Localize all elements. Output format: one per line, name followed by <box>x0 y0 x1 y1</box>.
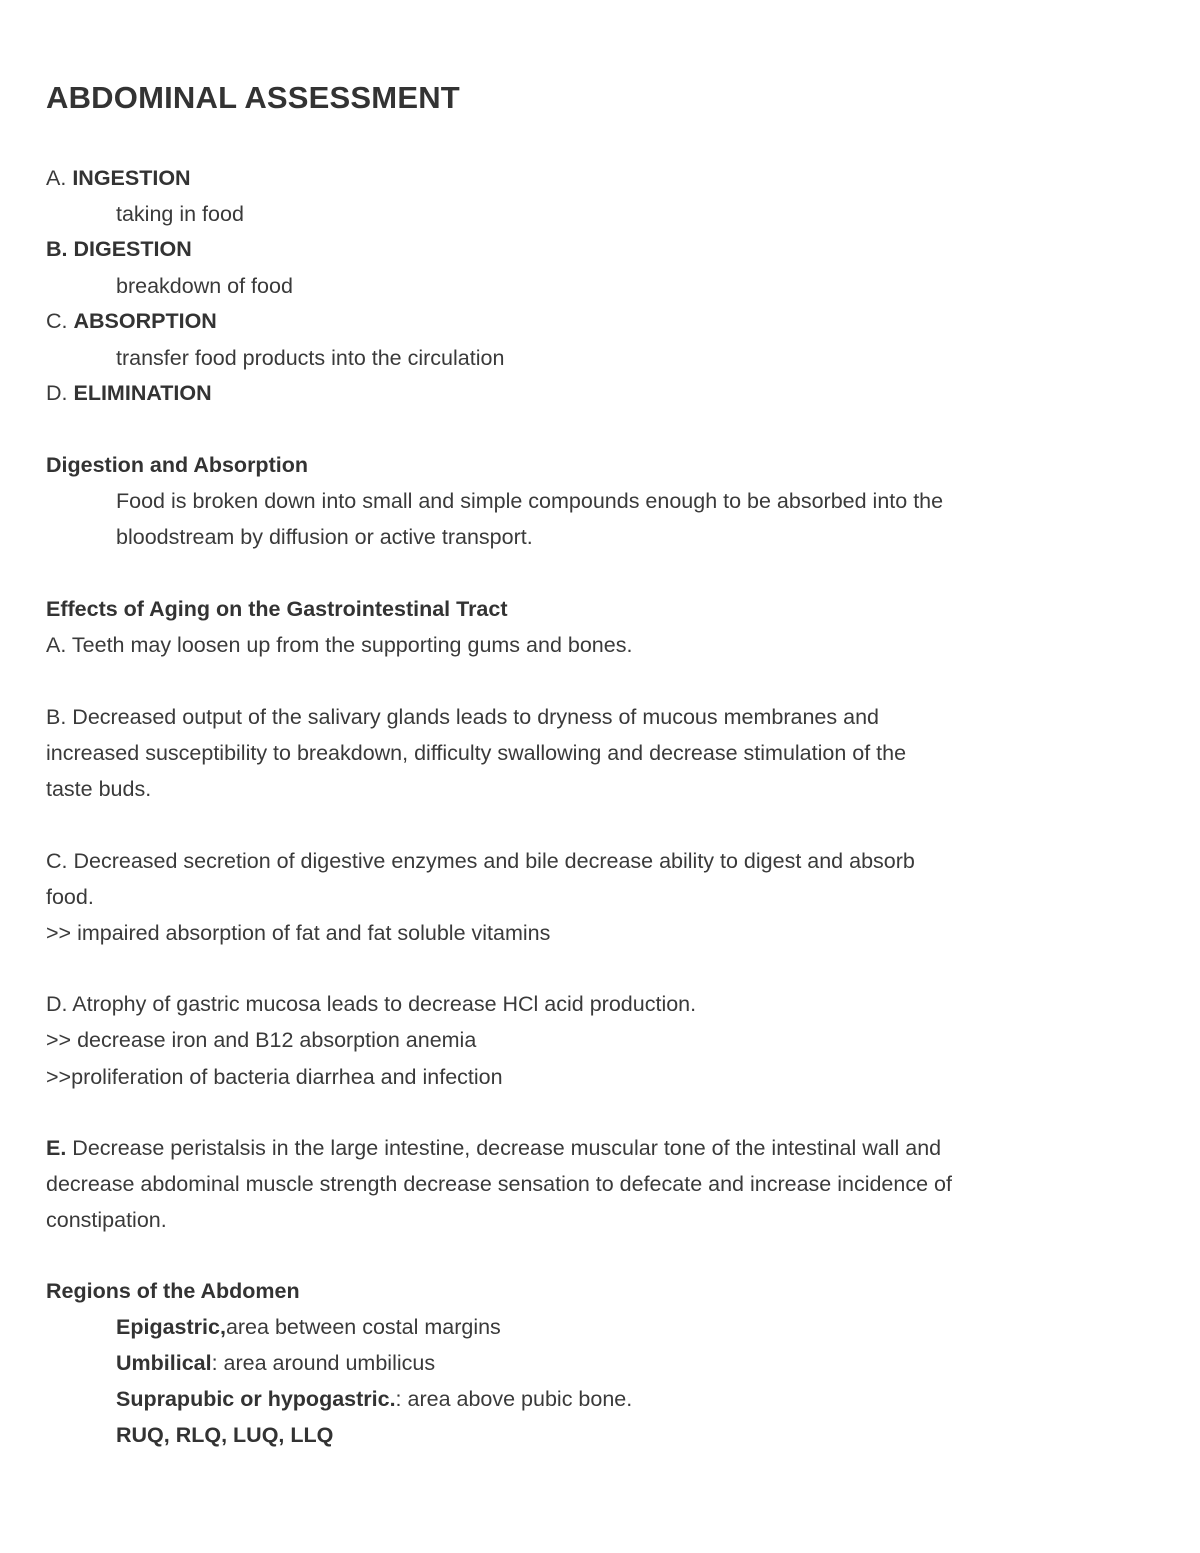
aging-item-c-line: >> impaired absorption of fat and fat soluble vitamins <box>46 921 551 945</box>
region-desc: : area around umbilicus <box>211 1351 436 1375</box>
process-name: ABSORPTION <box>73 309 217 333</box>
aging-item-e-line: decrease abdominal muscle strength decrease sensation to defecate and increase incidence of <box>46 1172 952 1196</box>
process-letter: D. <box>46 381 68 405</box>
region-term: Epigastric, <box>116 1315 226 1339</box>
process-item-ingestion <box>46 165 191 191</box>
process-name: DIGESTION <box>73 237 192 261</box>
process-item-elimination <box>46 380 212 406</box>
aging-item-c-line: food. <box>46 885 94 909</box>
aging-item-a: A. Teeth may loosen up from the supporting gums and bones. <box>46 633 633 657</box>
process-desc: breakdown of food <box>116 274 293 298</box>
aging-item-e-line <box>46 1135 941 1161</box>
aging-item-c-line: C. Decreased secretion of digestive enzymes and bile decrease ability to digest and absorb <box>46 849 915 873</box>
aging-item-e-text: Decrease peristalsis in the large intestine, decrease muscular tone of the intestinal wall and <box>66 1136 942 1160</box>
aging-item-b-line: increased susceptibility to breakdown, difficulty swallowing and decrease stimulation of the <box>46 741 907 765</box>
aging-item-e-line: constipation. <box>46 1208 167 1232</box>
section-heading-regions: Regions of the Abdomen <box>46 1279 300 1303</box>
aging-item-b-line: B. Decreased output of the salivary glands leads to dryness of mucous membranes and <box>46 705 879 729</box>
region-item-suprapubic <box>116 1386 632 1412</box>
process-letter: C. <box>46 309 68 333</box>
process-desc: taking in food <box>116 202 244 226</box>
paragraph-line: Food is broken down into small and simple compounds enough to be absorbed into the <box>116 489 944 513</box>
region-term: Umbilical <box>116 1351 212 1375</box>
region-item-epigastric <box>116 1314 501 1340</box>
process-letter: A. <box>46 166 67 190</box>
aging-item-d-line: >> decrease iron and B12 absorption anemia <box>46 1028 477 1052</box>
region-term: Suprapubic or hypogastric. <box>116 1387 396 1411</box>
aging-item-e-letter: E. <box>46 1136 67 1160</box>
section-heading-digestion: Digestion and Absorption <box>46 453 308 477</box>
region-item-quadrants <box>116 1422 333 1448</box>
process-name: INGESTION <box>72 166 191 190</box>
region-desc: : area above pubic bone. <box>395 1387 633 1411</box>
process-name: ELIMINATION <box>73 381 212 405</box>
page-title: ABDOMINAL ASSESSMENT <box>46 80 460 115</box>
aging-item-d-line: D. Atrophy of gastric mucosa leads to decrease HCl acid production. <box>46 992 697 1016</box>
process-item-absorption <box>46 308 217 334</box>
aging-item-d-line: >>proliferation of bacteria diarrhea and infection <box>46 1065 503 1089</box>
region-desc: area between costal margins <box>225 1315 501 1339</box>
process-desc: transfer food products into the circulation <box>116 346 505 370</box>
process-item-digestion <box>46 236 192 262</box>
section-heading-aging: Effects of Aging on the Gastrointestinal Tract <box>46 597 508 621</box>
paragraph-line: bloodstream by diffusion or active transport. <box>116 525 533 549</box>
region-term: RUQ, RLQ, LUQ, LLQ <box>116 1423 334 1447</box>
aging-item-b-line: taste buds. <box>46 777 152 801</box>
process-letter: B. <box>46 237 68 261</box>
region-item-umbilical <box>116 1350 435 1376</box>
